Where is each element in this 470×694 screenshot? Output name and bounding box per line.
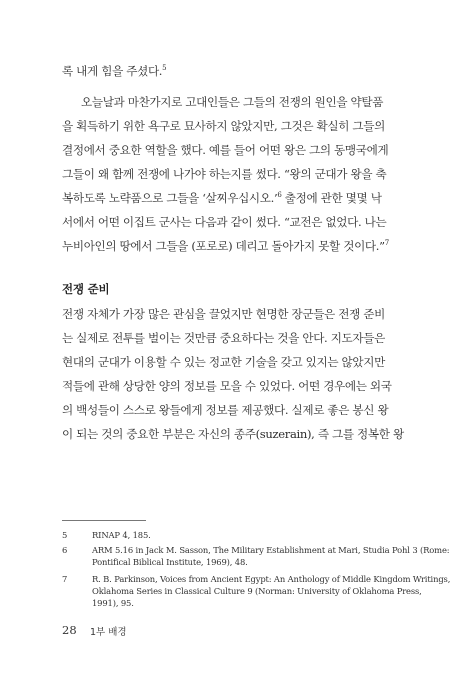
footnote-ref-5[interactable]: 5 bbox=[162, 64, 167, 72]
section-heading: 전쟁 준비 bbox=[62, 282, 110, 296]
page-footer bbox=[62, 623, 127, 638]
section-line-2: 는 실제로 전투를 벌이는 것만큼 중요하다는 것을 안다. 지도자들은 bbox=[62, 331, 385, 345]
paragraph-2-line-7-text: 누비아인의 땅에서 그들을 (포로로) 데리고 돌아가지 못할 것이다.” bbox=[62, 239, 385, 253]
section-line-6: 이 되는 것의 중요한 부분은 자신의 종주(suzerain), 즉 그를 정복한 왕 bbox=[62, 427, 404, 441]
footnote-text bbox=[92, 573, 451, 609]
footnote-number: 6 bbox=[62, 545, 68, 555]
paragraph-2-line-5-a: 복하도록 노략품으로 그들을 ‘살찌우십시오.’ bbox=[62, 191, 278, 205]
footnote-line: ARM 5.16 in Jack M. Sasson, The Military Establishment at Mari, Studia Pohl 3 (Rome: bbox=[92, 545, 450, 555]
footnote-line: 1991), 95. bbox=[92, 598, 134, 608]
section-line-1: 전쟁 자체가 가장 많은 관심을 끌었지만 현명한 장군들은 전쟁 준비 bbox=[62, 307, 385, 321]
footnote-ref-7[interactable]: 7 bbox=[384, 239, 389, 247]
footnote-text bbox=[92, 544, 450, 568]
running-footer-part: 1부 배경 bbox=[90, 627, 127, 638]
footnote-number: 5 bbox=[62, 530, 68, 540]
footnote-line: Oklahoma Series in Classical Culture 9 (Norman: University of Oklahoma Press, bbox=[92, 586, 422, 596]
footnote-line: RINAP 4, 185. bbox=[92, 530, 151, 540]
section-line-4: 적들에 관해 상당한 양의 정보를 모을 수 있었다. 어떤 경우에는 외국 bbox=[62, 379, 392, 393]
paragraph-2-line-3: 결정에서 중요한 역할을 했다. 예를 들어 어떤 왕은 그의 동맹국에게 bbox=[62, 143, 389, 157]
footnote-line: R. B. Parkinson, Voices from Ancient Egypt: An Anthology of Middle Kingdom Writings, bbox=[92, 574, 451, 584]
footnote-text bbox=[92, 529, 422, 541]
paragraph-2-line-4: 그들이 왜 함께 전쟁에 나가야 하는지를 썼다. “왕의 군대가 왕을 축 bbox=[62, 167, 387, 181]
paragraph-1-line bbox=[62, 64, 408, 78]
paragraph-2-line-5 bbox=[62, 191, 408, 205]
footnote-line: Pontifical Biblical Institute, 1969), 48. bbox=[92, 557, 248, 567]
paragraph-2-line-2: 을 획득하기 위한 욕구로 묘사하지 않았지만, 그것은 확실히 그들의 bbox=[62, 119, 385, 133]
section-line-5: 의 백성들이 스스로 왕들에게 정보를 제공했다. 실제로 좋은 봉신 왕 bbox=[62, 403, 389, 417]
footnote-divider bbox=[62, 520, 146, 521]
paragraph-1-text: 록 내게 힘을 주셨다. bbox=[62, 64, 163, 78]
paragraph-2-line-7 bbox=[62, 239, 408, 253]
footnote-number: 7 bbox=[62, 574, 68, 584]
section-line-3: 현대의 군대가 이용할 수 있는 정교한 기술을 갖고 있지는 않았지만 bbox=[62, 355, 385, 369]
footnote-ref-6[interactable]: 6 bbox=[277, 191, 282, 199]
paragraph-2-line-5-b: 출정에 관한 몇몇 낙 bbox=[284, 191, 382, 205]
paragraph-2-line-1: 오늘날과 마찬가지로 고대인들은 그들의 전쟁의 원인을 약탈품 bbox=[81, 95, 384, 109]
page-number: 28 bbox=[62, 623, 77, 637]
paragraph-2-line-6: 서에서 어떤 이집트 군사는 다음과 같이 썼다. “교전은 없었다. 나는 bbox=[62, 215, 387, 229]
